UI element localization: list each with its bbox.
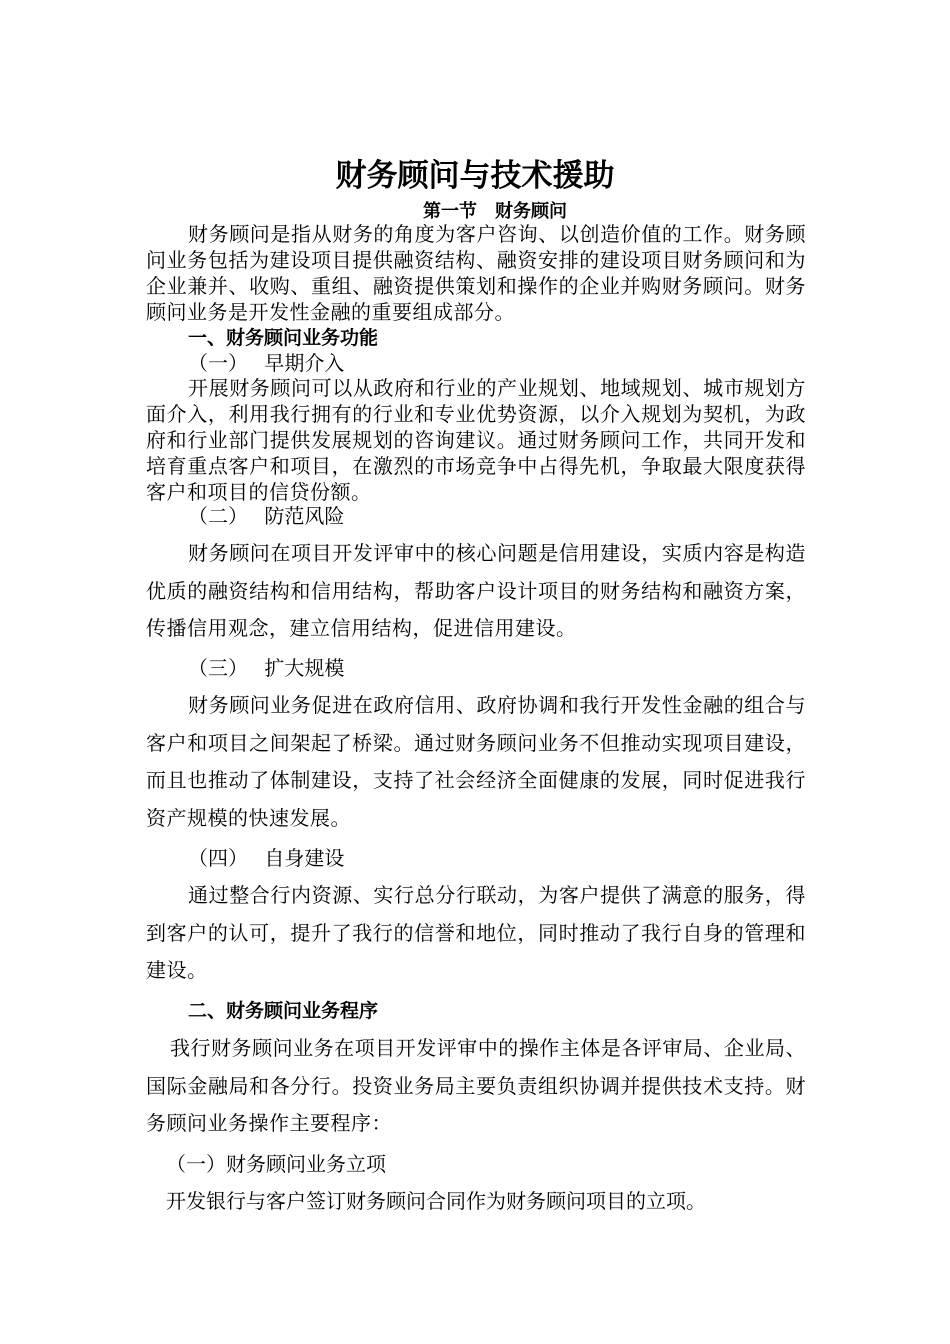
subheading-self-building: （四） 自身建设: [188, 846, 345, 870]
heading-functions: 一、财务顾问业务功能: [188, 327, 379, 349]
subheading-early-involvement: （一） 早期介入: [188, 351, 345, 375]
subheading-scale-expansion: （三） 扩大规模: [188, 656, 345, 680]
paragraph-procedures: 我行财务顾问业务在项目开发评审中的操作主体是各评审局、企业局、国际金融局和各分行。投资业务局主要负责组织协调并提供技术支持。财务顾问业务操作主要程序：: [146, 1036, 806, 1135]
heading-procedures: 二、财务顾问业务程序: [188, 1000, 379, 1022]
subheading-risk-prevention: （二） 防范风险: [188, 504, 345, 528]
paragraph-risk-prevention: 财务顾问在项目开发评审中的核心问题是信用建设，实质内容是构造优质的融资结构和信用结构，帮助客户设计项目的财务结构和融资方案，传播信用观念，建立信用结构，促进信用建设。: [146, 541, 806, 640]
intro-paragraph: 财务顾问是指从财务的角度为客户咨询、以创造价值的工作。财务顾问业务包括为建设项目提供融资结构、融资安排的建设项目财务顾问和为企业兼并、收购、重组、融资提供策划和操作的企业并购财务顾问。财务顾问业务是开发性金融的重要组成部分。: [146, 222, 806, 324]
paragraph-project-initiation: 开发银行与客户签订财务顾问合同作为财务顾问项目的立项。: [166, 1189, 706, 1213]
paragraph-early-involvement: 开展财务顾问可以从政府和行业的产业规划、地域规划、城市规划方面介入，利用我行拥有的行业和专业优势资源，以介入规划为契机，为政府和行业部门提供发展规划的咨询建议。通过财务顾问工作，共同开发和培育重点客户和项目，在激烈的市场竞争中占得先机，争取最大限度获得客户和项目的信贷份额。: [146, 376, 806, 504]
document-title: 财务顾问与技术援助: [335, 158, 615, 194]
section-heading: 第一节 财务顾问: [423, 201, 567, 222]
subheading-project-initiation: （一）财务顾问业务立项: [166, 1152, 386, 1176]
paragraph-scale-expansion: 财务顾问业务促进在政府信用、政府协调和我行开发性金融的组合与客户和项目之间架起了桥梁。通过财务顾问业务不但推动实现项目建设，而且也推动了体制建设，支持了社会经济全面健康的发展，同时促进我行资产规模的快速发展。: [146, 693, 806, 830]
paragraph-self-building: 通过整合行内资源、实行总分行联动，为客户提供了满意的服务，得到客户的认可，提升了我行的信誉和地位，同时推动了我行自身的管理和建设。: [146, 883, 806, 982]
